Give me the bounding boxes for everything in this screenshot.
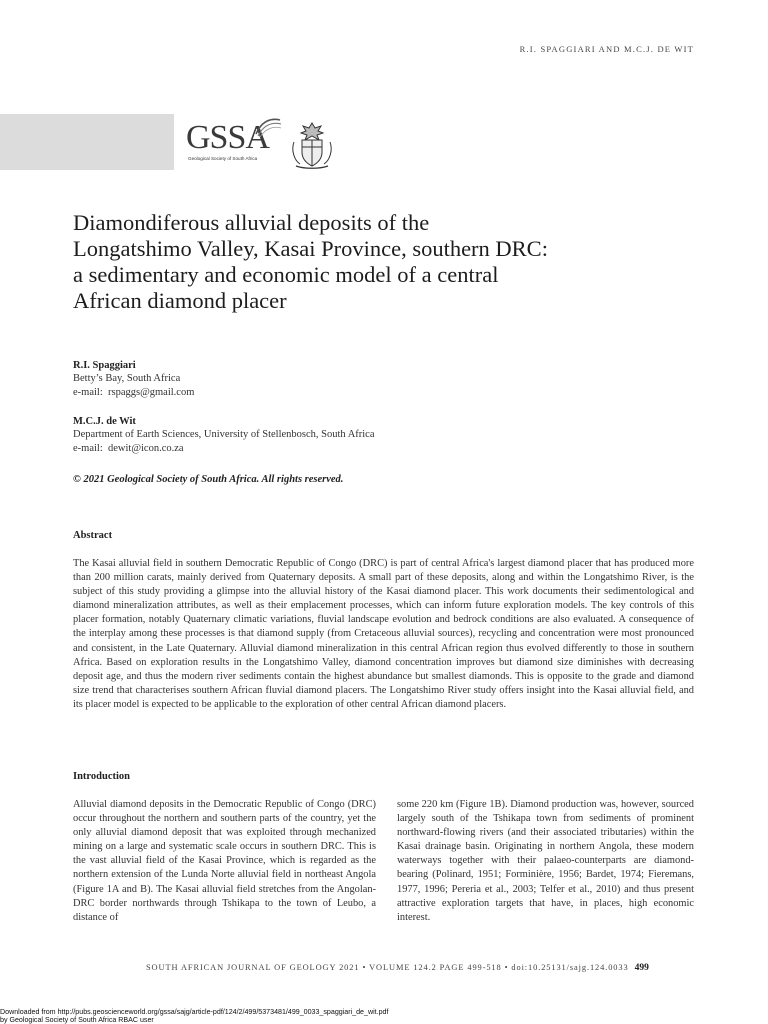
- gssa-logo-text: GSSA: [186, 119, 269, 156]
- download-notice: [0, 1008, 388, 1024]
- title-line: Longatshimo Valley, Kasai Province, southern DRC:: [73, 236, 548, 261]
- download-line: by Geological Society of South Africa RBAC user: [0, 1016, 154, 1024]
- gssa-logo-subtitle: Geological Society of South Africa: [188, 156, 258, 161]
- email-label: e-mail:: [73, 443, 103, 454]
- intro-right-column: some 220 km (Figure 1B). Diamond production was, however, sourced largely south of the Tshikapa town from sediments of prominent northward-flowing rivers (and their associated tributaries) within the Kasai drainage basin. Originating in northern Angola, these modern waterways together with their palaeo-counterparts are diamond-bearing (Polinard, 1951; Forminière, 1956; Bardet, 1974; Fieremans, 1977, 1996; Pereria et al., 2003; Telfer et al., 2010) and thus present attractive exploration targets that have, in places, high economic interest.: [397, 799, 694, 923]
- wave-icon: [254, 116, 282, 138]
- title-line: a sedimentary and economic model of a central: [73, 262, 499, 287]
- email-label: e-mail:: [73, 387, 103, 398]
- abstract-heading: Abstract: [73, 530, 113, 541]
- title-line: Diamondiferous alluvial deposits of the: [73, 210, 430, 235]
- running-head: R.I. SPAGGIARI AND M.C.J. DE WIT: [519, 44, 694, 54]
- introduction-heading: Introduction: [73, 771, 130, 782]
- journal-footer: [146, 963, 649, 973]
- abstract-text: The Kasai alluvial field in southern Democratic Republic of Congo (DRC) is part of central Africa's largest diamond placer that has produced more than 200 million carats, mainly derived from Quaternary deposits. A small part of these deposits, along and within the Longatshimo River, is the subject of this study providing a glimpse into the alluvial history of the Kasai diamond placer. This work documents their sedimentological and diamond mineralization attributes, as well as their emplacement processes, which can inform future exploration models. The key controls of this placer formation, notably Quaternary climatic variations, fluvial landscape evolution and bedrock conditions are also evaluated. A consequence of the interplay among these processes is that diamond supply (from Cretaceous alluvial sources), recycling and concentration were most pronounced and consistent, in the Late Quaternary. Alluvial diamond mineralization in this central African region thus evolved differently to those in southern Africa. Based on exploration results in the Longatshimo Valley, diamond concentration improves but diamond size diminishes with decreasing deposit age, and thus the modern river sediments contain the highest abundance but smallest diamonds. This is opposite to the grade and diamond size trend that characterises southern African fluvial diamond placers. The Longatshimo River study offers insight into the Kasai alluvial field, and its placer model is expected to be applicable to the exploration of other central African diamond placers.: [73, 558, 694, 710]
- title-line: African diamond placer: [73, 288, 287, 313]
- paper-title: [73, 210, 713, 314]
- author-email-line: [73, 442, 375, 456]
- author-name: R.I. Spaggiari: [73, 360, 136, 371]
- author-block-2: [73, 416, 375, 456]
- copyright-notice: © 2021 Geological Society of South Africa. All rights reserved.: [73, 474, 344, 485]
- author-email-line: [73, 386, 194, 400]
- intro-left-column: Alluvial diamond deposits in the Democratic Republic of Congo (DRC) occur throughout the northern and southern parts of the country, yet the only alluvial diamond deposit that was exploited through mechanized mining on a large and systematic scale occurs in southern DRC. This is the vast alluvial field of the Kasai Province, which is regarded as the northern extension of the Lunda Norte alluvial field in northeast Angola (Figure 1A and B). The Kasai alluvial field stretches from the Angolan-DRC border northwards through Tshikapa to the town of Leubo, a distance of: [73, 799, 376, 923]
- gssa-logo: [186, 116, 282, 166]
- header-band: [0, 114, 174, 170]
- coat-of-arms-icon: [288, 120, 336, 170]
- email-link[interactable]: rspaggs@gmail.com: [108, 387, 195, 398]
- download-line: Downloaded from http://pubs.geoscienceworld.org/gssa/sajg/article-pdf/124/2/499/5373481/499_0033_spaggiari_de_wit.pdf: [0, 1008, 389, 1016]
- footer-citation: SOUTH AFRICAN JOURNAL OF GEOLOGY 2021 • VOLUME 124.2 PAGE 499-518 • doi:10.25131/sajg.124.0033: [146, 963, 629, 972]
- page-number: 499: [634, 963, 649, 973]
- author-name: M.C.J. de Wit: [73, 416, 136, 427]
- author-block-1: [73, 360, 194, 400]
- author-affiliation: Betty’s Bay, South Africa: [73, 373, 181, 384]
- email-link[interactable]: dewit@icon.co.za: [108, 443, 184, 454]
- author-affiliation: Department of Earth Sciences, University of Stellenbosch, South Africa: [73, 429, 375, 440]
